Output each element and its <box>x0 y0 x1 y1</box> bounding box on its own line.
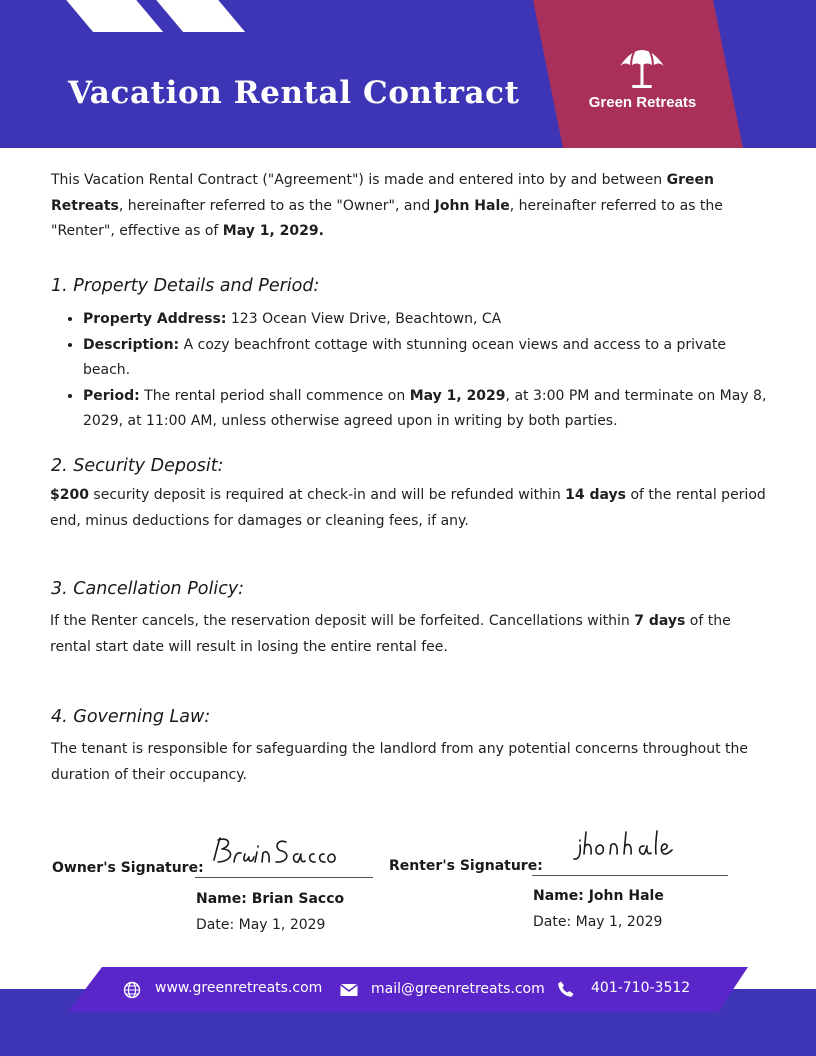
renter-name: Name: John Hale <box>533 888 664 904</box>
owner-name: Name: Brian Sacco <box>196 891 345 907</box>
owner-signature-label: Owner's Signature: <box>52 860 204 876</box>
phone-icon <box>556 979 576 999</box>
owner-party: Green Retreats <box>51 172 714 214</box>
phone-link[interactable]: 401-710-3512 <box>591 980 691 996</box>
list-item-period: • Period: The rental period shall commence on May 1, 2029, at 3:00 PM and terminate on May 8, 2029, at 11:00 AM, unless otherwise agreed upon in writing by both parties. <box>83 384 773 435</box>
property-details-list <box>67 307 773 435</box>
intro-paragraph: This Vacation Rental Contract ("Agreement") is made and entered into by and between Green Retreats, hereinafter referred to as the "Owner", and John Hale, hereinafter referred to as the "Renter", effective as of May 1, 2029. <box>51 172 723 239</box>
section-heading-cancellation: 3. Cancellation Policy: <box>51 579 245 599</box>
cancellation-paragraph: If the Renter cancels, the reservation deposit will be forfeited. Cancellations within 7 days of the rental start date will result in losing the entire rental fee. <box>50 613 731 655</box>
decorative-stripe <box>153 0 245 32</box>
document-title: Vacation Rental Contract <box>68 75 520 111</box>
beach-umbrella-icon <box>616 40 668 92</box>
header-banner <box>0 0 816 148</box>
renter-signature-label: Renter's Signature: <box>389 858 543 874</box>
owner-date: Date: May 1, 2029 <box>196 917 326 933</box>
renter-party: John Hale <box>434 197 510 214</box>
section-heading-law: 4. Governing Law: <box>51 707 211 727</box>
renter-date: Date: May 1, 2029 <box>533 914 663 930</box>
globe-icon <box>122 980 142 1000</box>
envelope-icon <box>339 980 359 1000</box>
email-link[interactable]: mail@greenretreats.com <box>371 981 545 997</box>
owner-signature-line <box>195 877 373 878</box>
website-link[interactable]: www.greenretreats.com <box>155 980 323 996</box>
brand-name: Green Retreats <box>588 94 697 111</box>
renter-signature-image <box>570 826 750 866</box>
list-item-description: • Description: A cozy beachfront cottage with stunning ocean views and access to a private beach. <box>83 333 773 384</box>
list-item-address: • Property Address: 123 Ocean View Drive, Beachtown, CA <box>83 307 773 333</box>
effective-date: May 1, 2029. <box>222 223 324 239</box>
section-heading-deposit: 2. Security Deposit: <box>51 456 224 476</box>
decorative-stripe <box>63 0 163 32</box>
law-paragraph: The tenant is responsible for safeguarding the landlord from any potential concerns throughout the duration of their occupancy. <box>51 741 748 783</box>
owner-signature-image <box>208 832 388 872</box>
deposit-paragraph: $200 security deposit is required at check-in and will be refunded within 14 days of the rental period end, minus deductions for damages or cleaning fees, if any. <box>50 487 766 529</box>
renter-signature-line <box>532 875 728 876</box>
section-heading-property: 1. Property Details and Period: <box>51 276 320 296</box>
